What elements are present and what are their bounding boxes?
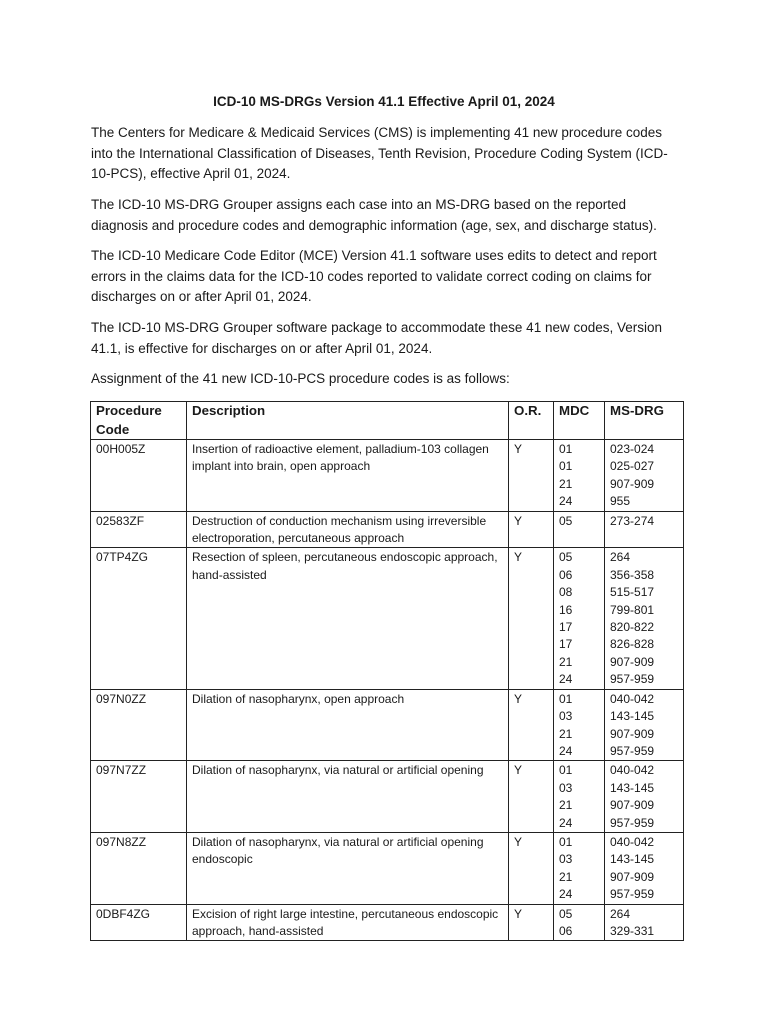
ms-drg-value: 264 — [610, 906, 631, 921]
paragraph-intro: The Centers for Medicare & Medicaid Services (CMS) is implementing 41 new procedure codes into the International Classification of Diseases, Tenth Revision, Procedure Coding System (ICD-10-PCS), effective April 01, 2024. — [91, 125, 668, 181]
mdc-value: 05 — [559, 906, 573, 921]
mdc-cell — [554, 904, 605, 941]
mdc-cell — [554, 761, 605, 833]
description-cell: Excision of right large intestine, percutaneous endoscopic approach, hand-assisted — [187, 904, 509, 941]
procedure-code-cell: 097N8ZZ — [91, 832, 187, 904]
ms-drg-value: 957-959 — [610, 815, 655, 830]
mdc-value: 17 — [559, 620, 573, 635]
ms-drg-value: 907-909 — [610, 869, 655, 884]
mdc-value: 01 — [559, 834, 573, 849]
ms-drg-value: 907-909 — [610, 476, 655, 491]
paragraph-package: The ICD-10 MS-DRG Grouper software package to accommodate these 41 new codes, Version 41.1, is effective for discharges on or after April 01, 2024. — [91, 320, 663, 356]
mdc-value: 21 — [559, 798, 573, 813]
description-cell: Insertion of radioactive element, palladium-103 collagen implant into brain, open approach — [187, 440, 509, 512]
description-cell: Dilation of nasopharynx, via natural or artificial opening — [187, 761, 509, 833]
or-cell: Y — [509, 440, 554, 512]
ms-drg-value: 143-145 — [610, 852, 655, 867]
table-row — [91, 832, 684, 904]
ms-drg-value: 957-959 — [610, 743, 655, 758]
procedure-code-cell: 07TP4ZG — [91, 548, 187, 689]
table-row — [91, 440, 684, 512]
description-cell: Dilation of nasopharynx, open approach — [187, 689, 509, 761]
table-row — [91, 689, 684, 761]
mdc-cell — [554, 689, 605, 761]
mdc-value: 24 — [559, 887, 573, 902]
ms-drg-cell — [605, 511, 684, 548]
ms-drg-value: 329-331 — [610, 923, 655, 938]
header-ms-drg: MS-DRG — [605, 402, 684, 440]
ms-drg-value: 273-274 — [610, 513, 655, 528]
ms-drg-value: 143-145 — [610, 709, 655, 724]
mdc-value: 21 — [559, 476, 573, 491]
mdc-value: 03 — [559, 852, 573, 867]
mdc-value: 05 — [559, 550, 573, 565]
ms-drg-value: 957-959 — [610, 672, 655, 687]
mdc-cell — [554, 548, 605, 689]
ms-drg-cell — [605, 440, 684, 512]
table-body — [91, 440, 684, 941]
paragraph-mce: The ICD-10 Medicare Code Editor (MCE) Version 41.1 software uses edits to detect and report errors in the claims data for the ICD-10 codes reported to validate correct coding on claims for discharges on or after April 01, 2024. — [91, 248, 657, 304]
ms-drg-cell — [605, 689, 684, 761]
ms-drg-cell — [605, 548, 684, 689]
mdc-value: 24 — [559, 815, 573, 830]
mdc-value: 01 — [559, 691, 573, 706]
table-row — [91, 548, 684, 689]
mdc-value: 21 — [559, 869, 573, 884]
ms-drg-cell — [605, 761, 684, 833]
mdc-value: 17 — [559, 637, 573, 652]
mdc-value: 03 — [559, 780, 573, 795]
ms-drg-value: 955 — [610, 494, 631, 509]
mdc-value: 01 — [559, 763, 573, 778]
description-cell: Destruction of conduction mechanism using irreversible electroporation, percutaneous approach — [187, 511, 509, 548]
procedure-code-cell: 097N0ZZ — [91, 689, 187, 761]
mdc-cell — [554, 511, 605, 548]
ms-drg-value: 023-024 — [610, 442, 655, 456]
procedure-table — [90, 401, 684, 941]
page-title: ICD-10 MS-DRGs Version 41.1 Effective April 01, 2024 — [213, 94, 555, 109]
description-cell: Dilation of nasopharynx, via natural or artificial opening endoscopic — [187, 832, 509, 904]
mdc-value: 06 — [559, 923, 573, 938]
ms-drg-value: 264 — [610, 550, 631, 565]
mdc-value: 16 — [559, 602, 573, 617]
header-procedure-code: Procedure Code — [91, 402, 187, 440]
ms-drg-cell — [605, 904, 684, 941]
mdc-cell — [554, 832, 605, 904]
mdc-value: 05 — [559, 513, 573, 528]
procedure-code-cell: 00H005Z — [91, 440, 187, 512]
ms-drg-value: 907-909 — [610, 654, 655, 669]
ms-drg-value: 826-828 — [610, 637, 655, 652]
or-cell: Y — [509, 548, 554, 689]
table-row — [91, 511, 684, 548]
mdc-value: 03 — [559, 709, 573, 724]
paragraph-assignment: Assignment of the 41 new ICD-10-PCS procedure codes is as follows: — [91, 371, 510, 386]
mdc-value: 24 — [559, 672, 573, 687]
table-row — [91, 761, 684, 833]
mdc-value: 24 — [559, 743, 573, 758]
or-cell: Y — [509, 511, 554, 548]
or-cell: Y — [509, 832, 554, 904]
ms-drg-value: 143-145 — [610, 780, 655, 795]
mdc-cell — [554, 440, 605, 512]
procedure-code-cell: 097N7ZZ — [91, 761, 187, 833]
description-cell: Resection of spleen, percutaneous endoscopic approach, hand-assisted — [187, 548, 509, 689]
ms-drg-value: 907-909 — [610, 798, 655, 813]
mdc-value: 24 — [559, 494, 573, 509]
procedure-code-cell: 02583ZF — [91, 511, 187, 548]
ms-drg-value: 820-822 — [610, 620, 655, 635]
or-cell: Y — [509, 689, 554, 761]
or-cell: Y — [509, 761, 554, 833]
table-header-row — [91, 402, 684, 440]
ms-drg-value: 515-517 — [610, 585, 655, 600]
ms-drg-value: 957-959 — [610, 887, 655, 902]
ms-drg-cell — [605, 832, 684, 904]
table-row — [91, 904, 684, 941]
mdc-value: 08 — [559, 585, 573, 600]
mdc-value: 21 — [559, 654, 573, 669]
ms-drg-value: 356-358 — [610, 567, 655, 582]
ms-drg-value: 040-042 — [610, 834, 655, 849]
procedure-code-cell: 0DBF4ZG — [91, 904, 187, 941]
ms-drg-value: 040-042 — [610, 691, 655, 706]
paragraph-grouper: The ICD-10 MS-DRG Grouper assigns each case into an MS-DRG based on the reported diagnosis and procedure codes and demographic information (age, sex, and discharge status). — [91, 197, 657, 233]
or-cell: Y — [509, 904, 554, 941]
mdc-value: 21 — [559, 726, 573, 741]
mdc-value: 01 — [559, 442, 573, 456]
header-description: Description — [187, 402, 509, 440]
header-or: O.R. — [509, 402, 554, 440]
ms-drg-value: 025-027 — [610, 459, 655, 474]
header-mdc: MDC — [554, 402, 605, 440]
ms-drg-value: 799-801 — [610, 602, 655, 617]
ms-drg-value: 040-042 — [610, 763, 655, 778]
mdc-value: 01 — [559, 459, 573, 474]
mdc-value: 06 — [559, 567, 573, 582]
ms-drg-value: 907-909 — [610, 726, 655, 741]
